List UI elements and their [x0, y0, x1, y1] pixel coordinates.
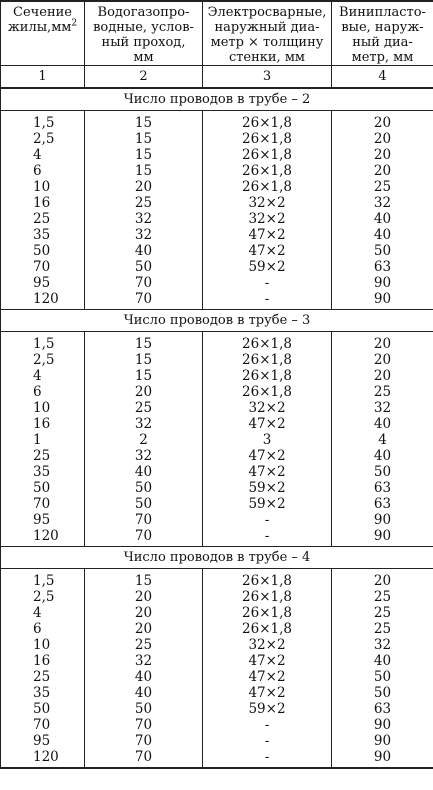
- table-cell: 32: [85, 653, 203, 669]
- table-cell: 20: [85, 384, 203, 400]
- table-cell: 50: [85, 496, 203, 512]
- table-cell: 50: [1, 701, 85, 717]
- section-title-row: [1, 547, 433, 569]
- table-row: [1, 669, 433, 685]
- table-cell: 40: [332, 653, 433, 669]
- table-row: [1, 685, 433, 701]
- column-number: 2: [85, 66, 203, 89]
- section-title: Число проводов в трубе – 2: [1, 88, 433, 111]
- table-row: [1, 701, 433, 717]
- header-text: Электросварные, наружный диа- метр × толщину стенки, мм: [207, 5, 327, 65]
- table-cell: 20: [332, 332, 433, 353]
- table-cell: 20: [332, 163, 433, 179]
- table-row: [1, 637, 433, 653]
- table-row: [1, 589, 433, 605]
- table-cell: -: [203, 291, 332, 310]
- table-cell: 15: [85, 569, 203, 590]
- table-cell: 70: [85, 275, 203, 291]
- table-cell: 15: [85, 368, 203, 384]
- table-cell: 59×2: [203, 259, 332, 275]
- table-row: [1, 496, 433, 512]
- table-cell: 40: [332, 416, 433, 432]
- table-row: [1, 416, 433, 432]
- table-cell: 35: [1, 464, 85, 480]
- section-title-row: [1, 88, 433, 111]
- table-row: [1, 605, 433, 621]
- table-cell: 26×1,8: [203, 163, 332, 179]
- table-cell: 1: [1, 432, 85, 448]
- table-cell: 2: [85, 432, 203, 448]
- table-row: [1, 448, 433, 464]
- table-cell: 15: [85, 111, 203, 132]
- column-number: 3: [203, 66, 332, 89]
- table-cell: 59×2: [203, 496, 332, 512]
- table-cell: 47×2: [203, 653, 332, 669]
- table-row: [1, 569, 433, 590]
- table-cell: 70: [1, 496, 85, 512]
- table-cell: 15: [85, 131, 203, 147]
- table-cell: 40: [85, 464, 203, 480]
- header-text: Винипласто- вые, наруж- ный диа- метр, мм: [339, 5, 426, 65]
- table-cell: 20: [332, 131, 433, 147]
- table-cell: 16: [1, 653, 85, 669]
- table-cell: 26×1,8: [203, 589, 332, 605]
- table-cell: 40: [85, 669, 203, 685]
- table-cell: 40: [332, 448, 433, 464]
- table-cell: 10: [1, 179, 85, 195]
- table-cell: 90: [332, 749, 433, 768]
- table-cell: 40: [85, 685, 203, 701]
- table-cell: 25: [1, 448, 85, 464]
- table-cell: 50: [332, 464, 433, 480]
- table-cell: 1,5: [1, 111, 85, 132]
- table-cell: 15: [85, 332, 203, 353]
- table-cell: 20: [85, 179, 203, 195]
- table-row: [1, 275, 433, 291]
- table-cell: 20: [332, 147, 433, 163]
- table-cell: 15: [85, 147, 203, 163]
- table-row: [1, 368, 433, 384]
- table-cell: 25: [85, 637, 203, 653]
- table-cell: 20: [332, 111, 433, 132]
- table-cell: 95: [1, 733, 85, 749]
- column-number-row: [1, 66, 433, 89]
- table-cell: 26×1,8: [203, 384, 332, 400]
- table-cell: 2,5: [1, 131, 85, 147]
- table-row: [1, 259, 433, 275]
- table-cell: 63: [332, 496, 433, 512]
- table-cell: 32: [85, 227, 203, 243]
- table-row: [1, 179, 433, 195]
- table-cell: 20: [332, 368, 433, 384]
- table-cell: 1,5: [1, 332, 85, 353]
- table-cell: 32×2: [203, 637, 332, 653]
- table-cell: 6: [1, 384, 85, 400]
- table-cell: 26×1,8: [203, 621, 332, 637]
- table-cell: 32: [332, 195, 433, 211]
- table-cell: 35: [1, 227, 85, 243]
- section-title-row: [1, 310, 433, 332]
- table-cell: 20: [85, 605, 203, 621]
- table-cell: 25: [1, 669, 85, 685]
- table-cell: 25: [85, 195, 203, 211]
- table-cell: 32: [85, 416, 203, 432]
- table-cell: 26×1,8: [203, 368, 332, 384]
- table-cell: 50: [1, 480, 85, 496]
- table-row: [1, 512, 433, 528]
- table-cell: 70: [85, 512, 203, 528]
- table-cell: 40: [85, 243, 203, 259]
- table-cell: 90: [332, 512, 433, 528]
- table-cell: 15: [85, 163, 203, 179]
- table-row: [1, 621, 433, 637]
- column-number: 4: [332, 66, 433, 89]
- table-cell: 70: [85, 291, 203, 310]
- table-cell: 40: [332, 227, 433, 243]
- table-cell: 32×2: [203, 400, 332, 416]
- header-water-gas-pipes: [85, 1, 203, 66]
- table-cell: 25: [332, 179, 433, 195]
- table-row: [1, 528, 433, 547]
- table-cell: 4: [1, 605, 85, 621]
- table-cell: 47×2: [203, 243, 332, 259]
- table-cell: 25: [1, 211, 85, 227]
- table-cell: 4: [1, 368, 85, 384]
- table-row: [1, 464, 433, 480]
- table-cell: 120: [1, 528, 85, 547]
- table-cell: 32: [332, 637, 433, 653]
- header-welded-pipes: [203, 1, 332, 66]
- table-cell: -: [203, 733, 332, 749]
- table-cell: 70: [85, 733, 203, 749]
- table-cell: 26×1,8: [203, 147, 332, 163]
- table-cell: 1,5: [1, 569, 85, 590]
- table-cell: 50: [85, 259, 203, 275]
- table-cell: 90: [332, 291, 433, 310]
- table-cell: 70: [85, 528, 203, 547]
- table-row: [1, 243, 433, 259]
- table-cell: -: [203, 528, 332, 547]
- table-row: [1, 227, 433, 243]
- table-cell: 32: [85, 211, 203, 227]
- table-cell: 95: [1, 275, 85, 291]
- table-cell: 70: [1, 717, 85, 733]
- table-cell: 63: [332, 701, 433, 717]
- table-cell: 47×2: [203, 464, 332, 480]
- table-row: [1, 480, 433, 496]
- table-row: [1, 733, 433, 749]
- table-row: [1, 749, 433, 768]
- table-row: [1, 717, 433, 733]
- table-cell: 32: [332, 400, 433, 416]
- table-cell: 47×2: [203, 416, 332, 432]
- table-cell: -: [203, 717, 332, 733]
- table-cell: 50: [1, 243, 85, 259]
- table-cell: 2,5: [1, 352, 85, 368]
- table-cell: 10: [1, 637, 85, 653]
- table-cell: 20: [332, 352, 433, 368]
- table-cell: 47×2: [203, 448, 332, 464]
- table-cell: 32: [85, 448, 203, 464]
- table-cell: 47×2: [203, 669, 332, 685]
- table-cell: 50: [85, 480, 203, 496]
- table-row: [1, 147, 433, 163]
- table-cell: 6: [1, 621, 85, 637]
- table-cell: 90: [332, 275, 433, 291]
- table-cell: 35: [1, 685, 85, 701]
- table-cell: 15: [85, 352, 203, 368]
- header-text: Сечение жилы,мм: [7, 5, 72, 35]
- table-cell: 26×1,8: [203, 131, 332, 147]
- table-cell: 50: [85, 701, 203, 717]
- table-cell: 70: [1, 259, 85, 275]
- table-row: [1, 131, 433, 147]
- table-row: [1, 384, 433, 400]
- table-row: [1, 653, 433, 669]
- header-row: [1, 1, 433, 66]
- table-cell: 4: [1, 147, 85, 163]
- table-cell: 26×1,8: [203, 352, 332, 368]
- table-row: [1, 291, 433, 310]
- table-cell: 20: [85, 621, 203, 637]
- table-row: [1, 111, 433, 132]
- table-cell: 40: [332, 211, 433, 227]
- table-cell: -: [203, 275, 332, 291]
- table-row: [1, 400, 433, 416]
- header-text: Водогазопро- водные, услов- ный проход, мм: [93, 5, 194, 65]
- table-cell: 20: [332, 569, 433, 590]
- table-cell: 90: [332, 733, 433, 749]
- table-cell: 10: [1, 400, 85, 416]
- table-cell: 6: [1, 163, 85, 179]
- header-cross-section: [1, 1, 85, 66]
- table-cell: 25: [332, 589, 433, 605]
- table-row: [1, 163, 433, 179]
- table-cell: 63: [332, 480, 433, 496]
- table-cell: 25: [332, 605, 433, 621]
- table-cell: 20: [85, 589, 203, 605]
- table-cell: 50: [332, 669, 433, 685]
- table-cell: 16: [1, 416, 85, 432]
- table-cell: -: [203, 749, 332, 768]
- table-cell: 32×2: [203, 211, 332, 227]
- table-cell: 2,5: [1, 589, 85, 605]
- table-cell: 26×1,8: [203, 179, 332, 195]
- table-cell: 16: [1, 195, 85, 211]
- table-cell: -: [203, 512, 332, 528]
- section-title: Число проводов в трубе – 4: [1, 547, 433, 569]
- table-cell: 26×1,8: [203, 605, 332, 621]
- table-cell: 25: [85, 400, 203, 416]
- table-cell: 63: [332, 259, 433, 275]
- table-cell: 50: [332, 685, 433, 701]
- table-cell: 59×2: [203, 480, 332, 496]
- column-number: 1: [1, 66, 85, 89]
- table-cell: 47×2: [203, 685, 332, 701]
- table-cell: 32×2: [203, 195, 332, 211]
- table-cell: 25: [332, 621, 433, 637]
- header-superscript: 2: [71, 18, 78, 29]
- table-row: [1, 332, 433, 353]
- table-cell: 90: [332, 528, 433, 547]
- table-row: [1, 211, 433, 227]
- table-cell: 70: [85, 717, 203, 733]
- table-cell: 59×2: [203, 701, 332, 717]
- table-cell: 3: [203, 432, 332, 448]
- table-cell: 120: [1, 749, 85, 768]
- table-cell: 26×1,8: [203, 569, 332, 590]
- table-cell: 70: [85, 749, 203, 768]
- table-row: [1, 352, 433, 368]
- table-cell: 4: [332, 432, 433, 448]
- table-cell: 95: [1, 512, 85, 528]
- table-cell: 50: [332, 243, 433, 259]
- table-row: [1, 432, 433, 448]
- table-row: [1, 195, 433, 211]
- table-cell: 26×1,8: [203, 111, 332, 132]
- table-cell: 26×1,8: [203, 332, 332, 353]
- table-cell: 25: [332, 384, 433, 400]
- table-cell: 47×2: [203, 227, 332, 243]
- header-vinyl-pipes: [332, 1, 433, 66]
- table-cell: 120: [1, 291, 85, 310]
- section-title: Число проводов в трубе – 3: [1, 310, 433, 332]
- table-cell: 90: [332, 717, 433, 733]
